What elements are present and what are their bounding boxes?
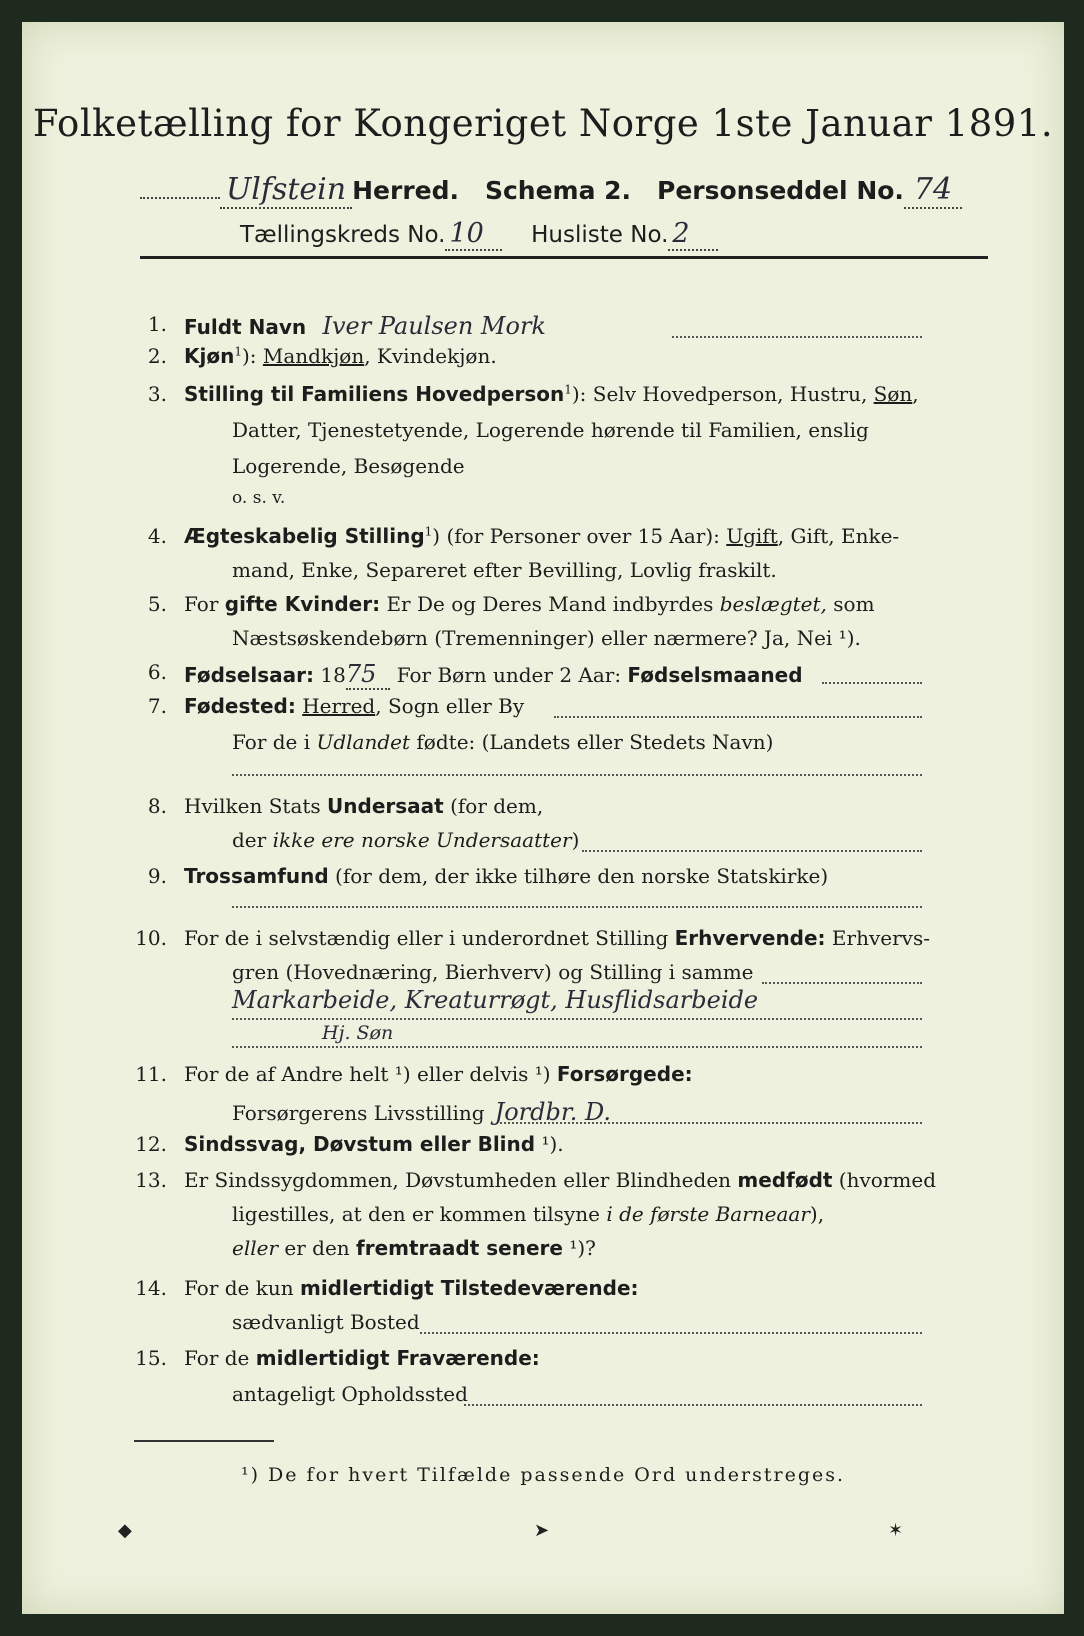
item-8-line-2: [232, 828, 579, 852]
item-14-line-2: sædvanligt Bosted: [232, 1310, 420, 1334]
item-6-label: Fødselsaar:: [184, 663, 314, 687]
item-4-label: Ægteskabelig Stilling: [184, 524, 425, 548]
item-14-text-a: For de kun: [184, 1276, 300, 1300]
item-11-text: [184, 1062, 693, 1086]
item-6-fill: [822, 682, 922, 684]
item-13-line-2-b: ),: [809, 1202, 825, 1226]
item-11-fill: [500, 1122, 922, 1124]
item-13-line-3-italic: eller: [232, 1236, 279, 1260]
item-4-text-b: , Gift, Enke-: [777, 524, 900, 548]
item-2-text-b: , Kvindekjøn.: [364, 344, 497, 368]
item-5-text-a: Er De og Deres Mand indbyrdes: [380, 592, 720, 616]
schema-label: Schema 2.: [484, 176, 632, 205]
item-10-fill: [762, 982, 922, 984]
item-13-text-b: (hvormed: [832, 1168, 936, 1192]
item-15-fill: [464, 1404, 922, 1406]
item-12-label: Sindssvag, Døvstum eller Blind: [184, 1132, 536, 1156]
item-3-text-b: ,: [912, 382, 919, 406]
item-13-text-a: Er Sindssygdommen, Døvstumheden eller Blindheden: [184, 1168, 738, 1192]
item-8-text: [184, 794, 543, 818]
item-9-fill: [232, 906, 922, 908]
item-7-line-2-italic: Udlandet: [316, 730, 411, 754]
item-13-line-2-a: ligestilles, at den er kommen tilsyne: [232, 1202, 607, 1226]
item-8-label: Undersaat: [327, 794, 444, 818]
item-5-line-2: Næstsøskendebørn (Tremenninger) eller nærmere? Ja, Nei ¹).: [232, 626, 861, 650]
item-15-number: 15.: [135, 1346, 167, 1370]
item-10-line-2: gren (Hovednæring, Bierhverv) og Stilling i samme: [232, 960, 754, 984]
item-2-text-a: ):: [241, 344, 263, 368]
item-5-italic: beslægtet,: [719, 592, 827, 616]
item-2-label: Kjøn: [184, 344, 235, 368]
item-8-line-2-italic: ikke ere norske Undersaatter: [272, 828, 572, 852]
item-1-text: [184, 312, 546, 340]
item-3-number: 3.: [147, 382, 167, 406]
header-rule: [140, 256, 988, 259]
personseddel-label: Personseddel No.: [657, 176, 904, 205]
header-line-herred: [140, 172, 962, 209]
husliste-value: 2: [668, 218, 717, 251]
item-7-selected-option: Herred: [302, 694, 376, 718]
corner-mark-left: ◆: [118, 1520, 132, 1541]
item-3-label: Stilling til Familiens Hovedperson: [184, 382, 565, 406]
item-3-sup: 1: [564, 382, 572, 397]
occupation-value: Markarbeide, Kreaturrøgt, Husflidsarbeide: [232, 986, 759, 1014]
provider-occupation-value: Jordbr. D.: [494, 1098, 611, 1126]
item-10-fill-2: [232, 1018, 922, 1020]
item-10-label: Erhvervende:: [674, 926, 826, 950]
item-5-text: [184, 592, 875, 616]
item-10-text-a: For de i selvstændig eller i underordnet Stilling: [184, 926, 675, 950]
item-7-line-2: [232, 730, 773, 754]
item-9-label: Trossamfund: [184, 864, 329, 888]
item-4-text: [184, 524, 899, 548]
item-15-text-a: For de: [184, 1346, 256, 1370]
item-4-selected-option: Ugift: [726, 524, 778, 548]
item-8-text-a: Hvilken Stats: [184, 794, 328, 818]
item-9-text-a: (for dem, der ikke tilhøre den norske Statskirke): [328, 864, 829, 888]
footnote-rule: [134, 1440, 274, 1442]
item-7-number: 7.: [147, 694, 167, 718]
item-14-number: 14.: [135, 1276, 167, 1300]
item-1-label: Fuldt Navn: [184, 315, 307, 339]
herred-value: Ulfstein: [220, 172, 352, 209]
item-12-text-b: ¹).: [535, 1132, 564, 1156]
item-4-line-2: mand, Enke, Separeret efter Bevilling, Lovlig fraskilt.: [232, 558, 777, 582]
item-10-fill-3: [232, 1046, 922, 1048]
item-4-sup: 1: [424, 524, 433, 539]
item-13-line-3-b: ¹)?: [562, 1236, 596, 1260]
occupation-position-value: Hj. Søn: [322, 1022, 394, 1044]
item-6-text-a: 18: [314, 663, 346, 687]
item-15-text: [184, 1346, 540, 1370]
corner-mark-right: ✶: [888, 1520, 904, 1541]
corner-mark-center: ➤: [534, 1520, 550, 1541]
item-5-text-b: som: [826, 592, 875, 616]
birth-year-value: 75: [346, 660, 391, 690]
item-11-line-2-text: Forsørgerens Livsstilling: [232, 1101, 485, 1125]
item-2-selected-option: Mandkjøn: [262, 344, 365, 368]
item-7-line-2-a: For de i: [232, 730, 317, 754]
item-9-text: [184, 864, 828, 888]
item-4-number: 4.: [147, 524, 167, 548]
herred-label: Herred.: [352, 176, 459, 205]
item-6-text: [184, 660, 803, 690]
item-8-number: 8.: [147, 794, 167, 818]
item-3-line-2: Datter, Tjenestetyende, Logerende hørende til Familien, enslig: [232, 418, 869, 442]
item-7-fill: [554, 716, 922, 718]
item-2-sup: 1: [234, 344, 242, 359]
item-7-label: Fødested:: [184, 694, 296, 718]
item-15-label: midlertidigt Fraværende:: [255, 1346, 540, 1370]
item-9-number: 9.: [147, 864, 167, 888]
item-10-number: 10.: [135, 926, 167, 950]
item-5-pre: For: [184, 592, 225, 616]
item-11-text-a: For de af Andre helt ¹) eller delvis ¹): [184, 1062, 557, 1086]
item-13-line-3-a: er den: [278, 1236, 357, 1260]
item-4-text-a: ) (for Personer over 15 Aar):: [432, 524, 727, 548]
item-14-label: midlertidigt Tilstedeværende:: [299, 1276, 639, 1300]
taellingskreds-label: Tællingskreds No.: [240, 222, 446, 248]
item-6-label-2: Fødselsmaaned: [627, 663, 803, 687]
item-11-number: 11.: [135, 1062, 167, 1086]
item-8-line-2-a: der: [232, 828, 273, 852]
item-3-text-a: ): Selv Hovedperson, Hustru,: [571, 382, 874, 406]
item-12-text: [184, 1132, 564, 1156]
item-15-line-2: antageligt Opholdssted: [232, 1382, 468, 1406]
item-13-line-3-label: fremtraadt senere: [356, 1236, 563, 1260]
item-14-text: [184, 1276, 639, 1300]
item-7-line-2-b: fødte: (Landets eller Stedets Navn): [410, 730, 774, 754]
item-1-fill: [672, 336, 922, 338]
item-12-number: 12.: [135, 1132, 167, 1156]
item-5-number: 5.: [147, 592, 167, 616]
item-6-text-b: For Børn under 2 Aar:: [390, 663, 628, 687]
item-7-text: [184, 694, 524, 718]
header-line-kreds: [240, 218, 718, 251]
item-14-fill: [420, 1332, 922, 1334]
item-8-line-2-b: ): [571, 828, 580, 852]
item-7-text-b: , Sogn eller By: [375, 694, 525, 718]
item-13-number: 13.: [135, 1168, 167, 1192]
form-title: Folketælling for Kongeriget Norge 1ste Januar 1891.: [32, 102, 1054, 145]
item-13-line-3: [232, 1236, 596, 1260]
item-3-line-3: Logerende, Besøgende: [232, 454, 465, 478]
item-13-line-2: [232, 1202, 824, 1226]
item-7-fill-2: [232, 774, 922, 776]
husliste-label: Husliste No.: [531, 222, 669, 248]
item-8-fill: [582, 850, 922, 852]
item-2-number: 2.: [147, 344, 167, 368]
item-8-text-b: (for dem,: [443, 794, 544, 818]
full-name-value: Iver Paulsen Mork: [322, 312, 546, 340]
taellingskreds-value: 10: [445, 218, 501, 251]
item-2-text: [184, 344, 497, 368]
footnote: ¹) De for hvert Tilfælde passende Ord understreges.: [240, 1464, 846, 1486]
item-3-selected-option: Søn: [873, 382, 913, 406]
item-5-label: gifte Kvinder:: [224, 592, 381, 616]
item-6-number: 6.: [147, 660, 167, 684]
item-3-line-4: o. s. v.: [232, 488, 286, 508]
item-11-label: Forsørgede:: [556, 1062, 693, 1086]
personseddel-value: 74: [904, 172, 962, 209]
item-3-text: [184, 382, 919, 406]
item-10-text: [184, 926, 930, 950]
item-13-line-2-italic: i de første Barneaar: [606, 1202, 810, 1226]
item-1-number: 1.: [147, 312, 167, 336]
census-form: [22, 22, 1064, 1614]
item-10-text-b: Erhvervs-: [825, 926, 930, 950]
item-13-text: [184, 1168, 936, 1192]
item-13-label: medfødt: [737, 1168, 833, 1192]
